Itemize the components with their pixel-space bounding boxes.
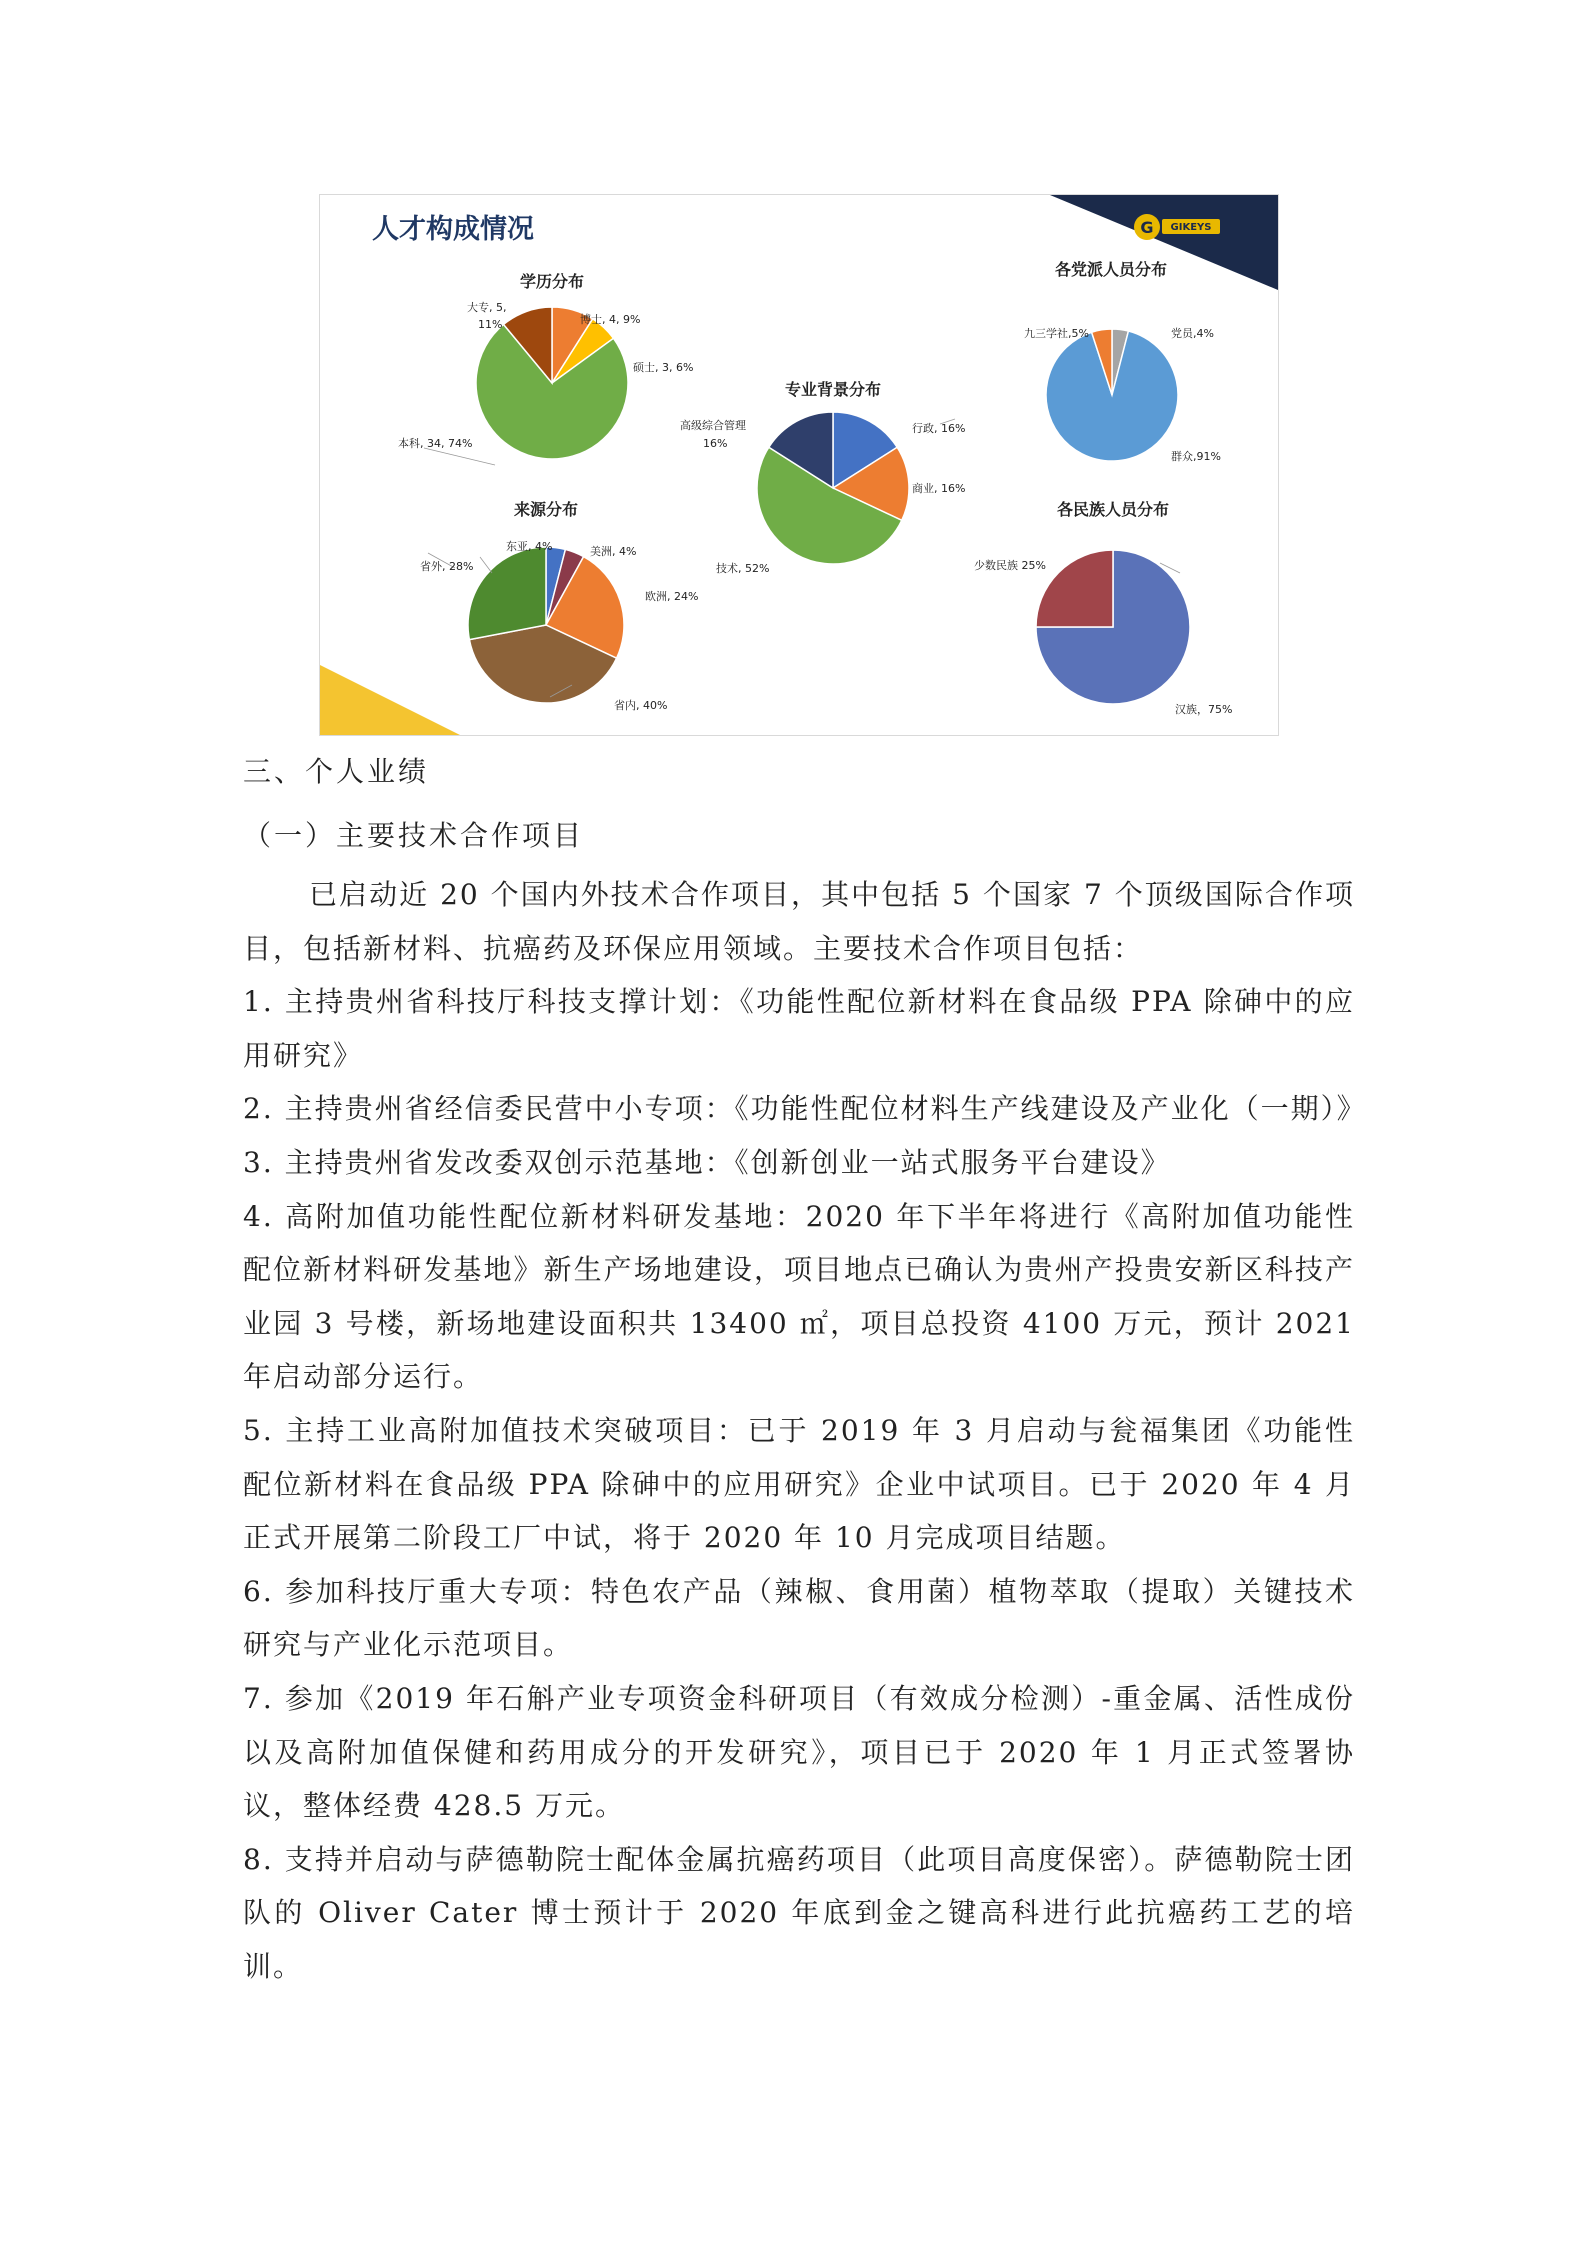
label-origin-inprov: 省内, 40% — [614, 699, 668, 712]
project-item-8: 8. 支持并启动与萨德勒院士配体金属抗癌药项目（此项目高度保密）。萨德勒院士团队的 Oliver Cater 博士预计于 2020 年底到金之键高科进行此抗癌药工艺的培训。 — [243, 1842, 1355, 1983]
project-item-4: 4. 高附加值功能性配位新材料研发基地：2020 年下半年将进行《高附加值功能性配位新材料研发基地》新生产场地建设，项目地点已确认为贵州产投贵安新区科技产业园 3 号楼，新场地建设面积共 13400 ㎡，项目总投资 4100 万元，预计 2021 年启动部分运行。 — [243, 1199, 1355, 1394]
label-ethnic-minority: 少数民族 25% — [974, 559, 1046, 572]
label-origin-eastasia: 东亚, 4% — [506, 540, 553, 553]
chart-title-education: 学历分布 — [519, 272, 585, 291]
label-edu-college-2: 11% — [478, 318, 503, 331]
project-item-5: 5. 主持工业高附加值技术突破项目：已于 2019 年 3 月启动与瓮福集团《功能性配位新材料在食品级 PPA 除砷中的应用研究》企业中试项目。已于 2020 年 4 月正式开展第二阶段工厂中试，将于 2020 年 10 月完成项目结题。 — [243, 1413, 1355, 1555]
party-pie — [1046, 329, 1178, 461]
section-title: 三、个人业绩 — [243, 755, 430, 788]
slice-ethnic-minority — [1036, 550, 1113, 627]
label-origin-america: 美洲, 4% — [590, 545, 637, 558]
label-origin-outprov: 省外, 28% — [420, 560, 474, 573]
label-major-mgmt-2: 16% — [703, 437, 728, 450]
ethnic-pie — [1036, 550, 1190, 704]
label-edu-master: 硕士, 3, 6% — [633, 361, 694, 374]
talent-composition-figure — [319, 194, 1279, 736]
logo-text: GIKEYS — [1170, 222, 1212, 233]
label-party-jiusan: 九三学社,5% — [1024, 327, 1089, 340]
project-item-6: 6. 参加科技厅重大专项：特色农产品（辣椒、食用菌）植物萃取（提取）关键技术研究与产业化示范项目。 — [243, 1574, 1355, 1662]
label-party-masses: 群众,91% — [1171, 450, 1221, 463]
major-pie — [757, 412, 909, 564]
chart-title-party: 各党派人员分布 — [1054, 260, 1168, 279]
corner-shape — [320, 665, 460, 735]
label-ethnic-han: 汉族，75% — [1175, 703, 1233, 716]
project-item-3: 3. 主持贵州省发改委双创示范基地：《创新创业一站式服务平台建设》 — [243, 1145, 1171, 1179]
project-item-7: 7. 参加《2019 年石斛产业专项资金科研项目（有效成分检测）-重金属、活性成份以及高附加值保健和药用成分的开发研究》，项目已于 2020 年 1 月正式签署协议，整体经费 428.5 万元。 — [243, 1681, 1355, 1823]
project-item-2: 2. 主持贵州省经信委民营中小专项：《功能性配位材料生产线建设及产业化（一期）》 — [243, 1092, 1367, 1126]
intro-paragraph: 已启动近 20 个国内外技术合作项目，其中包括 5 个国家 7 个顶级国际合作项目，包括新材料、抗癌药及环保应用领域。主要技术合作项目包括： — [243, 878, 1355, 965]
slice-origin-outprov — [468, 547, 546, 640]
label-major-tech: 技术, 52% — [716, 562, 770, 575]
chart-title-major: 专业背景分布 — [784, 380, 882, 399]
label-major-business: 商业, 16% — [912, 482, 966, 495]
label-edu-phd: 博士, 4, 9% — [580, 313, 641, 326]
document-body — [243, 740, 1367, 1993]
label-origin-europe: 欧洲, 24% — [645, 590, 699, 603]
figure-title: 人才构成情况 — [372, 214, 534, 245]
subsection-title: （一）主要技术合作项目 — [243, 819, 585, 852]
svg-text:G: G — [1140, 218, 1154, 237]
label-major-mgmt-1: 高级综合管理 — [680, 419, 746, 432]
origin-pie — [468, 547, 624, 703]
label-party-member: 党员,4% — [1171, 327, 1214, 340]
label-major-admin: 行政, 16% — [912, 422, 966, 435]
label-edu-college-1: 大专, 5, — [467, 301, 507, 314]
chart-title-ethnic: 各民族人员分布 — [1056, 500, 1170, 519]
chart-title-origin: 来源分布 — [513, 500, 579, 519]
label-edu-bachelor: 本科, 34, 74% — [398, 437, 473, 450]
project-item-1: 1. 主持贵州省科技厅科技支撑计划：《功能性配位新材料在食品级 PPA 除砷中的应用研究》 — [243, 985, 1355, 1072]
